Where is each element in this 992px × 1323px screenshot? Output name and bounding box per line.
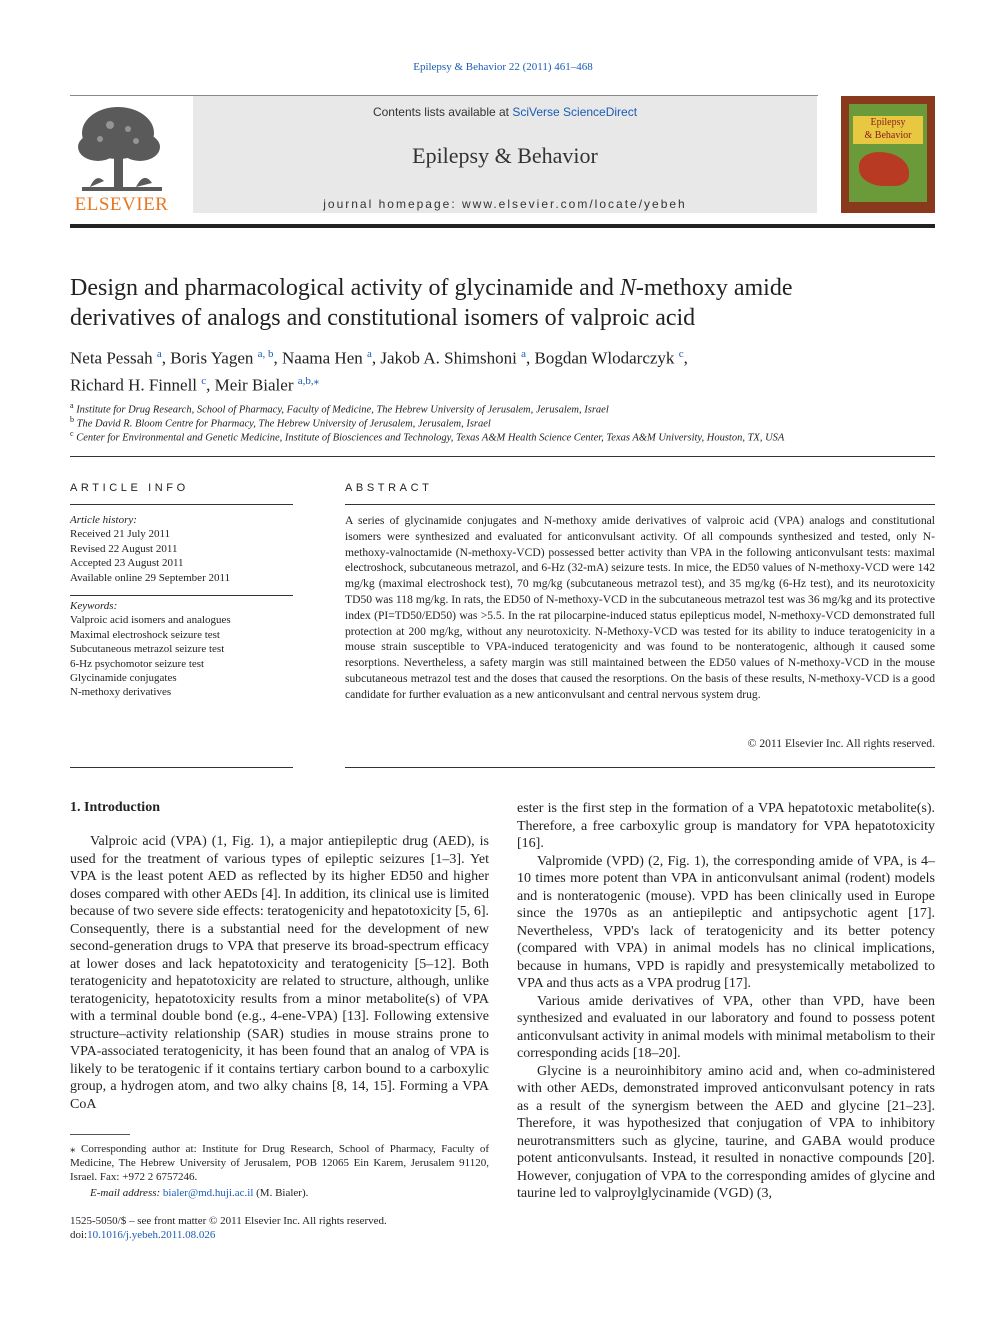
history-accepted: Accepted 23 August 2011 (70, 557, 184, 570)
keyword: 6-Hz psychomotor seizure test (70, 657, 205, 670)
journal-homepage[interactable]: journal homepage: www.elsevier.com/locate/yebeh (323, 197, 687, 211)
intro-paragraph: Valpromide (VPD) (2, Fig. 1), the corresponding amide of VPA, is 4–10 times more potent than VPA in anticonvulsant animal (rodent) models and is nonteratogenic (mouse). VPD has been clinically used in Europe since the 1970s as an antiepileptic and antipsychotic agent [17]. Nevertheless, VPD's lack of teratogenicity and its better potency (compared with VPA) in animal models has no clinical implications, because in humans, VPD is rapidly and presystemically metabolized to VPA and thus acts as a VPA prodrug [17]. (517, 853, 935, 991)
email-label: E-mail address: (90, 1187, 163, 1199)
elsevier-logo[interactable] (70, 103, 173, 213)
author-list (70, 343, 930, 396)
affiliation-text: Center for Environmental and Genetic Medicine, Institute of Biosciences and Technology, Texas A&M Health Science Center, Texas A&M University, Houston, TX, USA (76, 432, 785, 444)
email-link[interactable]: bialer@md.huji.ac.il (162, 1187, 254, 1199)
cover-art (849, 104, 927, 202)
journal-reference[interactable]: Epilepsy & Behavior 22 (2011) 461–468 (413, 61, 593, 73)
keywords (70, 599, 293, 700)
affiliation-rule (70, 456, 935, 457)
intro-paragraph: ester is the first step in the formation of a VPA hepatotoxic metabolite(s). Therefore, a free carboxylic group is mandatory for VPA hepatotoxicity [16]. (517, 801, 935, 851)
cover-figure (859, 152, 909, 186)
contents-line (193, 105, 817, 119)
abstract-rule (345, 504, 935, 505)
author-name[interactable]: Jakob A. Shimshoni (380, 348, 517, 368)
email-line (90, 1186, 490, 1200)
author-line-1: Neta Pessah $^a$, Boris Yagen $^{a, b}$, Naama Hen $^a$, Jakob A. Shimshoni $^a$, Bogdan Wlodarczyk $^c$, (70, 348, 688, 368)
footnote-rule (70, 1134, 130, 1135)
affiliation-text: Institute for Drug Research, School of Pharmacy, Faculty of Medicine, The Hebrew University of Jerusalem, Jerusalem, Israel (76, 404, 609, 416)
abstract-copyright: © 2011 Elsevier Inc. All rights reserved. (747, 737, 935, 750)
author-affil-mark[interactable]: a (367, 348, 372, 360)
cover-title (853, 116, 923, 144)
doi-label: doi: (70, 1229, 88, 1241)
journal-cover[interactable] (841, 96, 935, 213)
author-name[interactable]: Richard H. Finnell (70, 375, 198, 395)
doi-link[interactable]: 10.1016/j.yebeh.2011.08.026 (87, 1229, 216, 1241)
keywords-rule (70, 595, 293, 596)
issn-line: 1525-5050/$ – see front matter © 2011 Elsevier Inc. All rights reserved. (70, 1215, 387, 1227)
journal-name[interactable]: Epilepsy & Behavior (412, 143, 598, 168)
keyword: Maximal electroshock seizure test (70, 628, 220, 641)
keywords-label: Keywords: (70, 600, 118, 612)
title-part: Design and pharmacological activity of glycinamide and (70, 275, 620, 301)
intro-right-column (517, 800, 935, 1203)
intro-paragraph: Glycine is a neuroinhibitory amino acid and, when co-administered with other AEDs, demonstrated improved anticonvulsant potency in rats as a result of the synergism between the AED and glycine [21–23]. Therefore, it was hypothesized that conjugation of VPA to inhibitory neurotransmitters such as glycine, taurine, and GABA would produce potent anticonvulsants. Instead, it resulted in nonactive compounds [20]. However, conjugation of VPA to the corresponding amides of glycine and taurine led to valproylglycinamide (VGD) (3, (517, 1063, 935, 1201)
intro-paragraph: Various amide derivatives of VPA, other than VPD, have been synthesized and evaluated in our laboratory and found to possess potent anticonvulsant activity in animal models with minimal metabolism to their corresponding acids [18–20]. (517, 993, 935, 1061)
title-line-2: derivatives of analogs and constitutional isomers of valproic acid (70, 305, 696, 331)
article-title (70, 273, 930, 333)
affiliation-mark: c (70, 429, 74, 438)
section-heading-introduction: 1. Introduction (70, 800, 160, 815)
cover-title-line-2: & Behavior (864, 130, 912, 141)
author-affil-mark[interactable]: a (156, 348, 162, 360)
author-name[interactable]: Boris Yagen (170, 348, 254, 368)
author-name[interactable]: Neta Pessah (70, 348, 153, 368)
email-suffix: (M. Bialer). (253, 1187, 309, 1199)
author-name[interactable]: Bogdan Wlodarczyk (534, 348, 675, 368)
author-affil-mark[interactable]: a,b,⁎ (297, 374, 320, 387)
title-part: -methoxy amide (635, 275, 793, 301)
cover-title-line-1: Epilepsy (870, 117, 906, 128)
keyword: Subcutaneous metrazol seizure test (70, 643, 225, 656)
abstract-heading: ABSTRACT (345, 482, 433, 494)
author-line-2: Richard H. Finnell $^c$, Meir Bialer $^{a,b,⁎}$ (70, 374, 320, 395)
author-affil-mark[interactable]: c (201, 374, 207, 387)
article-history (70, 513, 293, 585)
history-received: Received 21 July 2011 (70, 528, 171, 541)
author-name[interactable]: Meir Bialer (214, 375, 294, 395)
publisher-wordmark: ELSEVIER (74, 194, 169, 215)
author-affil-mark[interactable]: a (521, 348, 527, 360)
article-info-bottom-rule (70, 767, 293, 768)
title-italic-part: N (619, 275, 636, 301)
history-label: Article history: (70, 514, 137, 526)
author-name[interactable]: Naama Hen (282, 348, 363, 368)
author-affil-mark[interactable]: a, b (257, 348, 274, 360)
sciencedirect-link[interactable]: SciVerse ScienceDirect (512, 105, 638, 119)
history-online: Available online 29 September 2011 (70, 571, 231, 584)
intro-paragraph: Valproic acid (VPA) (1, Fig. 1), a major antiepileptic drug (AED), is used for the treatment of various types of epileptic seizures [1–3]. Yet VPA is the least potent AED as reflected by its higher ED50 and higher doses compared with other AEDs [4]. In addition, its clinical use is limited because of two severe side effects: teratogenicity and hepatotoxicity [5, 6]. Consequently, there is a substantial need for the development of new second-generation drugs to VPA that preserve its broad-spectrum efficacy at lower doses and lack hepatotoxicity and teratogenicity [5–12]. Both teratogenicity and hepatotoxicity are related to structure, although, unlike teratogenicity, hepatotoxicity results from a minor metabolite(s) of VPA with a terminal double bond (e.g., 4-ene-VPA) [13]. Following extensive structure–activity relationship (SAR) studies in mouse strains prone to VPA-associated teratogenicity, it has been found that an analog of VPA is likely to be teratogenic if it contains tertiary carbon bound to a carboxylic group, a hydrogen atom, and two alky chains [8, 14, 15]. Forming a VPA CoA (70, 834, 489, 1112)
title-line-1 (70, 273, 930, 303)
abstract-text: A series of glycinamide conjugates and N-methoxy amide derivatives of valproic acid (VPA) analogs and constitutional isomers were synthesized and evaluated for anticonvulsant activity. Of all compounds synthesized and tested, only N-methoxy-valnoctamide (N-methoxy-VCD) possessed better activity than VPA in the following anticonvulsant tests: maximal electroshock, subcutaneous metrazol, and 6-Hz (32-mA) seizure tests. In mice, the ED50 values of N-methoxy-VCD were 142 mg/kg (maximal electroshock test), 70 mg/kg (subcutaneous metrazol test), and 35 mg/kg (6-Hz test), and its neurotoxicity TD50 was 118 mg/kg. In rats, the ED50 of N-methoxy-VCD in the subcutaneous metrazol test was 36 mg/kg and its protective index (PI=TD50/ED50) was >5.5. In the rat pilocarpine-induced status epilepticus model, N-methoxy-VCD demonstrated full protection at 200 mg/kg, without any neurotoxicity. N-Methoxy-VCD was tested for its ability to induce teratogenicity in a mouse strain susceptible to VPA-induced teratogenicity and was found to be nonteratogenic, although it caused some resorptions. Nevertheless, a safety margin was still maintained between the ED50 values of N-methoxy-VCD in the mouse subcutaneous metrazol test and the doses that caused the resorptions. On the basis of these results, N-methoxy-VCD is a good candidate for further evaluation as a new anticonvulsant and central nervous system drug. (345, 514, 935, 701)
history-revised: Revised 22 August 2011 (70, 542, 178, 555)
intro-left-column (70, 833, 489, 1113)
abstract-bottom-rule (345, 767, 935, 768)
affiliation-mark: a (70, 401, 74, 410)
article-info-rule (70, 504, 293, 505)
author-affil-mark[interactable]: c (678, 348, 684, 360)
article-info-heading: ARTICLE INFO (70, 482, 189, 494)
keyword: N-methoxy derivatives (70, 686, 172, 699)
header-bottom-rule (70, 224, 935, 228)
keyword: Valproic acid isomers and analogues (70, 614, 231, 627)
affiliation-c (70, 427, 930, 446)
affiliation-mark: b (70, 415, 74, 424)
keyword: Glycinamide conjugates (70, 672, 177, 685)
corresponding-author-note: ⁎ Corresponding author at: Institute for Drug Research, School of Pharmacy, Faculty of Medicine, The Hebrew University of Jerusalem, POB 12065 Ein Karem, Jerusalem 91120, Israel. Fax: +972 2 6757246. (70, 1143, 489, 1183)
doi-line (70, 1228, 489, 1242)
contents-prefix: Contents lists available at (372, 105, 513, 119)
affiliation-text: The David R. Bloom Centre for Pharmacy, The Hebrew University of Jerusalem, Jerusalem, Israel (76, 418, 491, 430)
